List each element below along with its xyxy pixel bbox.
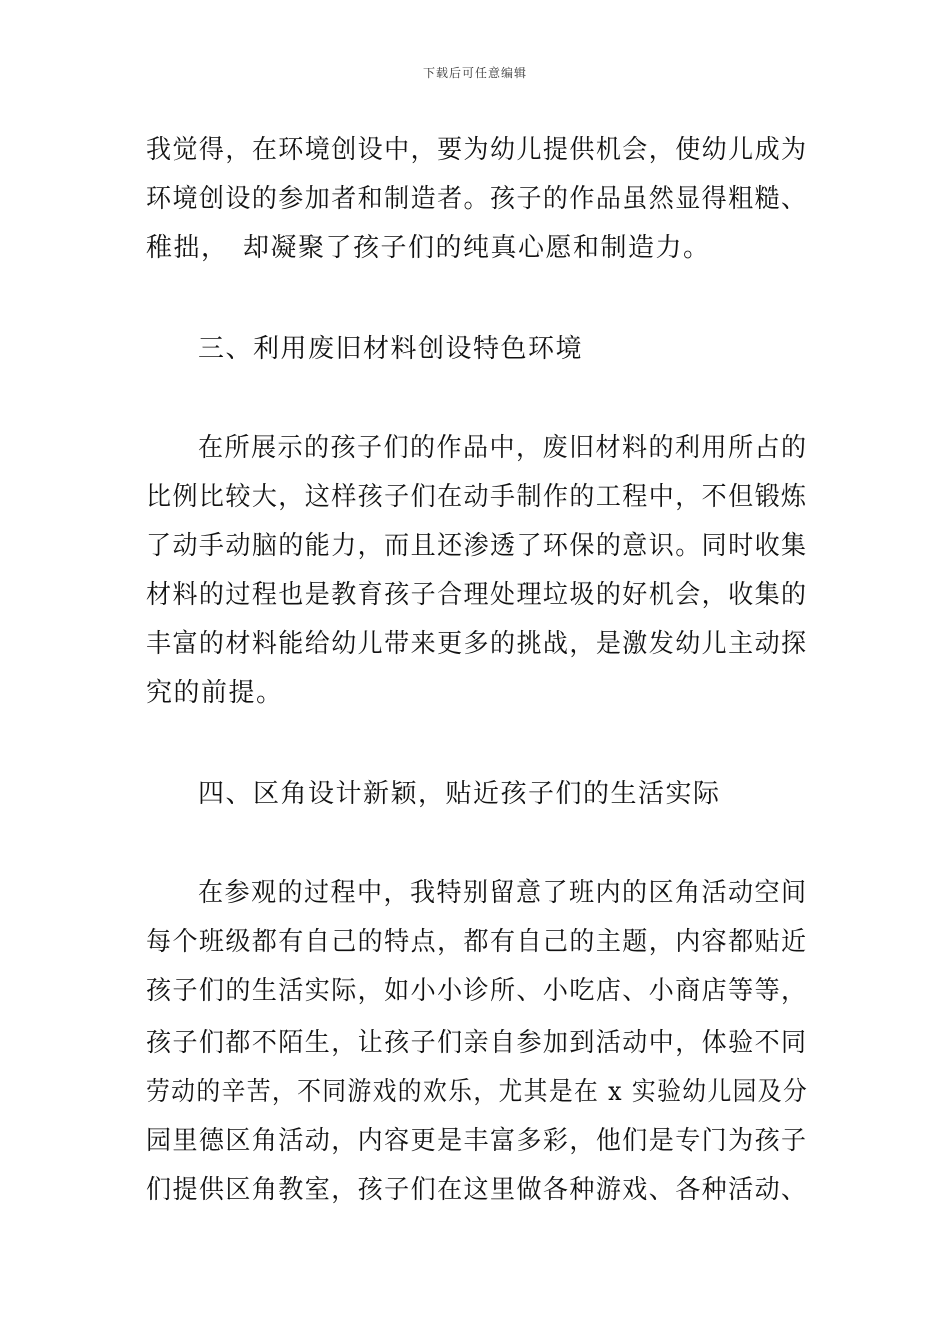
- text-line: 材料的过程也是教育孩子合理处理垃圾的好机会，收集的: [146, 580, 808, 610]
- section-heading: 四、区角设计新颖，贴近孩子们的生活实际: [198, 779, 721, 809]
- text-line: 劳动的辛苦，不同游戏的欢乐，尤其是在 x 实验幼儿园及分: [146, 1077, 809, 1107]
- text-line: 究的前提。: [146, 678, 284, 708]
- text-line: 稚拙， 却凝聚了孩子们的纯真心愿和制造力。: [146, 233, 711, 263]
- text-line: 孩子们都不陌生，让孩子们亲自参加到活动中，体验不同: [146, 1028, 808, 1058]
- text-line: 们提供区角教室，孩子们在这里做各种游戏、各种活动、: [146, 1175, 808, 1205]
- text-line: 比例比较大，这样孩子们在动手制作的工程中，不但锻炼: [146, 482, 808, 512]
- text-line: 孩子们的生活实际，如小小诊所、小吃店、小商店等等，: [146, 976, 808, 1006]
- text-line: 我觉得，在环境创设中，要为幼儿提供机会，使幼儿成为: [146, 135, 808, 165]
- text-line: 园里德区角活动，内容更是丰富多彩，他们是专门为孩子: [146, 1126, 808, 1156]
- section-heading: 三、利用废旧材料创设特色环境: [198, 334, 584, 364]
- text-line: 在参观的过程中，我特别留意了班内的区角活动空间: [198, 878, 808, 908]
- text-line: 在所展示的孩子们的作品中，废旧材料的利用所占的: [198, 433, 808, 463]
- text-line: 丰富的材料能给幼儿带来更多的挑战，是激发幼儿主动探: [146, 629, 808, 659]
- text-line: 环境创设的参加者和制造者。孩子的作品虽然显得粗糙、: [146, 184, 808, 214]
- text-line: 每个班级都有自己的特点，都有自己的主题，内容都贴近: [146, 927, 808, 957]
- page-header: 下载后可任意编辑: [422, 66, 527, 80]
- text-line: 了动手动脑的能力，而且还渗透了环保的意识。同时收集: [146, 531, 808, 561]
